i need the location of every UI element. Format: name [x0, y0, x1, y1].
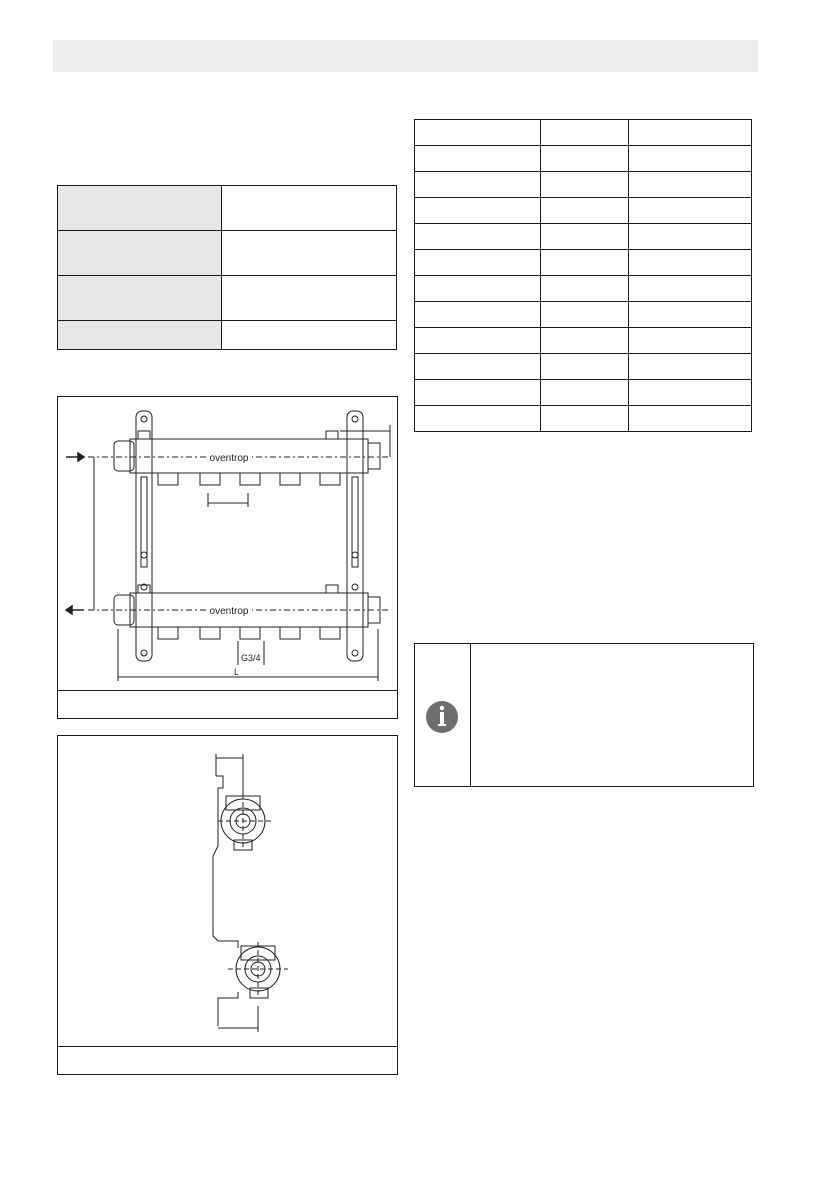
table-row [415, 250, 752, 276]
table-row [58, 321, 397, 350]
header-bar [53, 40, 758, 72]
manifold-drawing [58, 397, 397, 691]
table-row [415, 302, 752, 328]
table-row [58, 186, 397, 231]
table-row [415, 328, 752, 354]
table-row [415, 146, 752, 172]
manifold-side-figure [57, 735, 398, 1075]
dimension-table [414, 119, 752, 432]
thread-label: G3/4 [241, 653, 261, 663]
table-row [415, 380, 752, 406]
table-row [415, 224, 752, 250]
table-row [415, 198, 752, 224]
brand-label-top: oventrop [209, 453, 249, 464]
figure-caption [58, 690, 397, 718]
info-icon [415, 644, 471, 786]
table-row [415, 276, 752, 302]
spec-table [57, 185, 397, 350]
table-row [415, 120, 752, 146]
length-label: L [234, 667, 240, 677]
figure-caption [58, 1046, 397, 1074]
info-note-box [414, 643, 754, 787]
side-drawing [58, 736, 397, 1047]
manifold-front-figure [57, 396, 398, 719]
table-row [415, 172, 752, 198]
table-row [415, 354, 752, 380]
table-row [58, 276, 397, 321]
table-row [58, 231, 397, 276]
brand-label-bottom: oventrop [209, 606, 249, 617]
table-row [415, 406, 752, 432]
